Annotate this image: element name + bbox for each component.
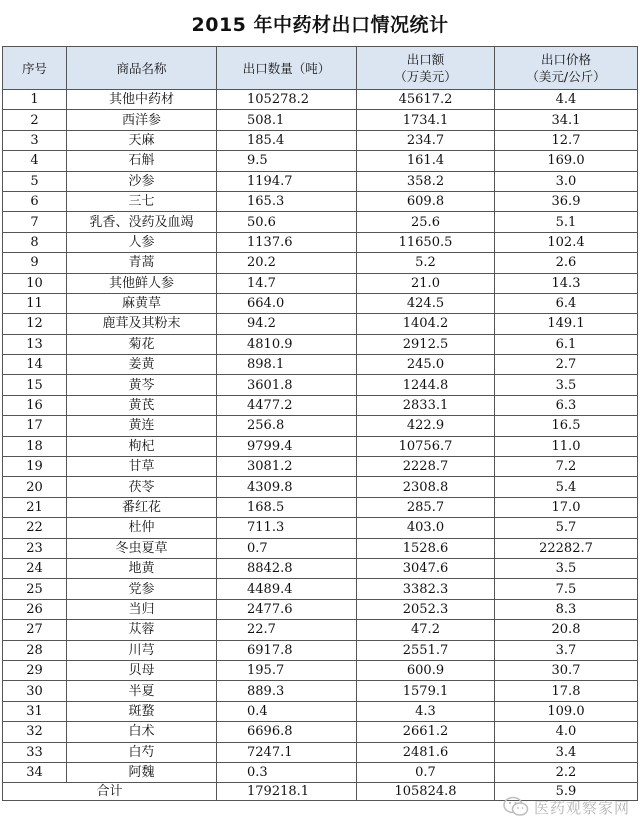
- row-name: 苁蓉: [67, 620, 217, 640]
- row-price: 36.9: [495, 191, 638, 211]
- row-index: 6: [3, 191, 67, 211]
- row-price: 5.1: [495, 212, 638, 232]
- row-name: 麻黄草: [67, 293, 217, 313]
- row-name: 人参: [67, 232, 217, 252]
- row-price: 7.5: [495, 579, 638, 599]
- table-row: [3, 640, 638, 660]
- row-index: 32: [3, 722, 67, 742]
- row-amount: 2481.6: [357, 742, 495, 762]
- row-quantity: 6696.8: [217, 722, 357, 742]
- table-row: [3, 171, 638, 191]
- table-row: [3, 130, 638, 150]
- row-quantity: 508.1: [217, 110, 357, 130]
- table-row: [3, 191, 638, 211]
- wechat-icon: [503, 796, 529, 818]
- row-amount: 21.0: [357, 273, 495, 293]
- row-price: 149.1: [495, 314, 638, 334]
- row-amount: 403.0: [357, 518, 495, 538]
- table-row: [3, 722, 638, 742]
- row-index: 18: [3, 436, 67, 456]
- row-amount: 422.9: [357, 416, 495, 436]
- row-index: 12: [3, 314, 67, 334]
- row-amount: 47.2: [357, 620, 495, 640]
- row-quantity: 94.2: [217, 314, 357, 334]
- row-index: 13: [3, 334, 67, 354]
- row-price: 20.8: [495, 620, 638, 640]
- row-name: 枸杞: [67, 436, 217, 456]
- table-row: [3, 457, 638, 477]
- row-index: 1: [3, 90, 67, 110]
- row-index: 28: [3, 640, 67, 660]
- table-row: [3, 314, 638, 334]
- row-index: 10: [3, 273, 67, 293]
- export-table: [2, 46, 638, 801]
- row-quantity: 1194.7: [217, 171, 357, 191]
- row-quantity: 6917.8: [217, 640, 357, 660]
- row-name: 半夏: [67, 681, 217, 701]
- table-row: [3, 355, 638, 375]
- row-name: 党参: [67, 579, 217, 599]
- row-amount: 3382.3: [357, 579, 495, 599]
- row-index: 33: [3, 742, 67, 762]
- row-index: 21: [3, 497, 67, 517]
- row-price: 16.5: [495, 416, 638, 436]
- row-price: 109.0: [495, 701, 638, 721]
- row-price: 5.4: [495, 477, 638, 497]
- row-amount: 11650.5: [357, 232, 495, 252]
- row-amount: 2661.2: [357, 722, 495, 742]
- row-quantity: 8842.8: [217, 558, 357, 578]
- row-quantity: 0.3: [217, 762, 357, 782]
- row-price: 7.2: [495, 457, 638, 477]
- row-price: 2.2: [495, 762, 638, 782]
- row-price: 17.0: [495, 497, 638, 517]
- row-index: 16: [3, 395, 67, 415]
- row-index: 8: [3, 232, 67, 252]
- row-amount: 1404.2: [357, 314, 495, 334]
- row-amount: 2052.3: [357, 599, 495, 619]
- table-row: [3, 558, 638, 578]
- row-amount: 1244.8: [357, 375, 495, 395]
- row-name: 白术: [67, 722, 217, 742]
- row-quantity: 7247.1: [217, 742, 357, 762]
- row-amount: 1528.6: [357, 538, 495, 558]
- row-amount: 1734.1: [357, 110, 495, 130]
- row-index: 22: [3, 518, 67, 538]
- row-name: 地黄: [67, 558, 217, 578]
- row-name: 黄芪: [67, 395, 217, 415]
- row-name: 鹿茸及其粉末: [67, 314, 217, 334]
- watermark-text: 医药观察家网: [533, 798, 630, 817]
- row-index: 14: [3, 355, 67, 375]
- row-price: 2.7: [495, 355, 638, 375]
- row-quantity: 4477.2: [217, 395, 357, 415]
- row-quantity: 889.3: [217, 681, 357, 701]
- row-amount: 2228.7: [357, 457, 495, 477]
- row-price: 22282.7: [495, 538, 638, 558]
- total-label: 合计: [3, 783, 217, 801]
- row-amount: 245.0: [357, 355, 495, 375]
- row-amount: 2912.5: [357, 334, 495, 354]
- row-name: 甘草: [67, 457, 217, 477]
- row-amount: 45617.2: [357, 90, 495, 110]
- row-name: 杜仲: [67, 518, 217, 538]
- row-index: 26: [3, 599, 67, 619]
- row-quantity: 20.2: [217, 253, 357, 273]
- header-name: 商品名称: [67, 47, 217, 90]
- row-name: 川芎: [67, 640, 217, 660]
- row-amount: 358.2: [357, 171, 495, 191]
- row-quantity: 898.1: [217, 355, 357, 375]
- table-row: [3, 395, 638, 415]
- table-row: [3, 253, 638, 273]
- row-price: 4.0: [495, 722, 638, 742]
- row-quantity: 165.3: [217, 191, 357, 211]
- row-name: 乳香、没药及血竭: [67, 212, 217, 232]
- row-quantity: 9799.4: [217, 436, 357, 456]
- row-index: 2: [3, 110, 67, 130]
- header-index: 序号: [3, 47, 67, 90]
- table-row: [3, 90, 638, 110]
- table-row: [3, 416, 638, 436]
- table-row: [3, 599, 638, 619]
- table-row: [3, 660, 638, 680]
- row-name: 青蒿: [67, 253, 217, 273]
- row-price: 6.3: [495, 395, 638, 415]
- row-quantity: 168.5: [217, 497, 357, 517]
- row-quantity: 22.7: [217, 620, 357, 640]
- row-price: 12.7: [495, 130, 638, 150]
- row-quantity: 664.0: [217, 293, 357, 313]
- row-quantity: 0.4: [217, 701, 357, 721]
- row-amount: 285.7: [357, 497, 495, 517]
- watermark: [503, 796, 630, 818]
- row-quantity: 105278.2: [217, 90, 357, 110]
- table-row: [3, 293, 638, 313]
- table-row: [3, 273, 638, 293]
- row-name: 贝母: [67, 660, 217, 680]
- row-index: 3: [3, 130, 67, 150]
- row-name: 黄连: [67, 416, 217, 436]
- header-quantity: 出口数量（吨）: [217, 47, 357, 90]
- row-price: 3.7: [495, 640, 638, 660]
- table-row: [3, 151, 638, 171]
- row-quantity: 0.7: [217, 538, 357, 558]
- row-name: 天麻: [67, 130, 217, 150]
- row-name: 茯苓: [67, 477, 217, 497]
- table-row: [3, 375, 638, 395]
- row-index: 31: [3, 701, 67, 721]
- row-name: 姜黄: [67, 355, 217, 375]
- table-row: [3, 334, 638, 354]
- row-amount: 2551.7: [357, 640, 495, 660]
- row-amount: 234.7: [357, 130, 495, 150]
- row-price: 6.1: [495, 334, 638, 354]
- header-amount: 出口额 （万美元）: [357, 47, 495, 90]
- row-quantity: 50.6: [217, 212, 357, 232]
- row-quantity: 2477.6: [217, 599, 357, 619]
- row-index: 24: [3, 558, 67, 578]
- total-price: 5.9: [495, 783, 638, 801]
- table-row: [3, 701, 638, 721]
- table-row: [3, 620, 638, 640]
- row-amount: 10756.7: [357, 436, 495, 456]
- row-quantity: 1137.6: [217, 232, 357, 252]
- table-row: [3, 232, 638, 252]
- row-name: 白芍: [67, 742, 217, 762]
- table-row: [3, 742, 638, 762]
- row-quantity: 14.7: [217, 273, 357, 293]
- row-name: 石斛: [67, 151, 217, 171]
- row-amount: 2833.1: [357, 395, 495, 415]
- row-amount: 3047.6: [357, 558, 495, 578]
- row-index: 5: [3, 171, 67, 191]
- row-index: 30: [3, 681, 67, 701]
- row-name: 斑蝥: [67, 701, 217, 721]
- row-price: 3.0: [495, 171, 638, 191]
- row-name: 黄芩: [67, 375, 217, 395]
- row-price: 2.6: [495, 253, 638, 273]
- row-name: 阿魏: [67, 762, 217, 782]
- row-price: 5.7: [495, 518, 638, 538]
- row-name: 菊花: [67, 334, 217, 354]
- row-index: 23: [3, 538, 67, 558]
- row-price: 6.4: [495, 293, 638, 313]
- row-amount: 161.4: [357, 151, 495, 171]
- row-price: 11.0: [495, 436, 638, 456]
- row-quantity: 711.3: [217, 518, 357, 538]
- row-amount: 5.2: [357, 253, 495, 273]
- row-index: 4: [3, 151, 67, 171]
- row-price: 3.5: [495, 375, 638, 395]
- row-name: 沙参: [67, 171, 217, 191]
- table-row: [3, 497, 638, 517]
- row-quantity: 195.7: [217, 660, 357, 680]
- row-name: 当归: [67, 599, 217, 619]
- row-index: 11: [3, 293, 67, 313]
- row-index: 7: [3, 212, 67, 232]
- row-name: 西洋参: [67, 110, 217, 130]
- table-body: [3, 90, 638, 783]
- row-amount: 25.6: [357, 212, 495, 232]
- row-amount: 1579.1: [357, 681, 495, 701]
- row-price: 34.1: [495, 110, 638, 130]
- row-index: 27: [3, 620, 67, 640]
- table-row: [3, 436, 638, 456]
- row-index: 29: [3, 660, 67, 680]
- row-price: 4.4: [495, 90, 638, 110]
- table-row: [3, 110, 638, 130]
- row-index: 17: [3, 416, 67, 436]
- row-price: 14.3: [495, 273, 638, 293]
- row-quantity: 4810.9: [217, 334, 357, 354]
- row-price: 102.4: [495, 232, 638, 252]
- row-quantity: 3601.8: [217, 375, 357, 395]
- page-title: 2015 年中药材出口情况统计: [191, 14, 449, 36]
- header-price: 出口价格 （美元/公斤）: [495, 47, 638, 90]
- row-index: 15: [3, 375, 67, 395]
- row-name: 其他中药材: [67, 90, 217, 110]
- row-price: 3.5: [495, 558, 638, 578]
- row-name: 冬虫夏草: [67, 538, 217, 558]
- row-price: 17.8: [495, 681, 638, 701]
- row-index: 20: [3, 477, 67, 497]
- row-amount: 609.8: [357, 191, 495, 211]
- header-row: [3, 47, 638, 90]
- total-quantity: 179218.1: [217, 783, 357, 801]
- row-amount: 600.9: [357, 660, 495, 680]
- row-name: 番红花: [67, 497, 217, 517]
- row-quantity: 256.8: [217, 416, 357, 436]
- table-row: [3, 681, 638, 701]
- row-quantity: 4309.8: [217, 477, 357, 497]
- table-row: [3, 518, 638, 538]
- row-index: 9: [3, 253, 67, 273]
- row-quantity: 185.4: [217, 130, 357, 150]
- table-row: [3, 477, 638, 497]
- row-amount: 0.7: [357, 762, 495, 782]
- row-quantity: 4489.4: [217, 579, 357, 599]
- table-row: [3, 212, 638, 232]
- table-row: [3, 579, 638, 599]
- row-index: 25: [3, 579, 67, 599]
- table-row: [3, 538, 638, 558]
- row-price: 3.4: [495, 742, 638, 762]
- row-price: 8.3: [495, 599, 638, 619]
- row-index: 19: [3, 457, 67, 477]
- row-name: 三七: [67, 191, 217, 211]
- row-price: 169.0: [495, 151, 638, 171]
- row-amount: 4.3: [357, 701, 495, 721]
- row-quantity: 9.5: [217, 151, 357, 171]
- row-price: 30.7: [495, 660, 638, 680]
- row-quantity: 3081.2: [217, 457, 357, 477]
- table-row: [3, 762, 638, 782]
- row-name: 其他鲜人参: [67, 273, 217, 293]
- row-index: 34: [3, 762, 67, 782]
- total-amount: 105824.8: [357, 783, 495, 801]
- row-amount: 424.5: [357, 293, 495, 313]
- row-amount: 2308.8: [357, 477, 495, 497]
